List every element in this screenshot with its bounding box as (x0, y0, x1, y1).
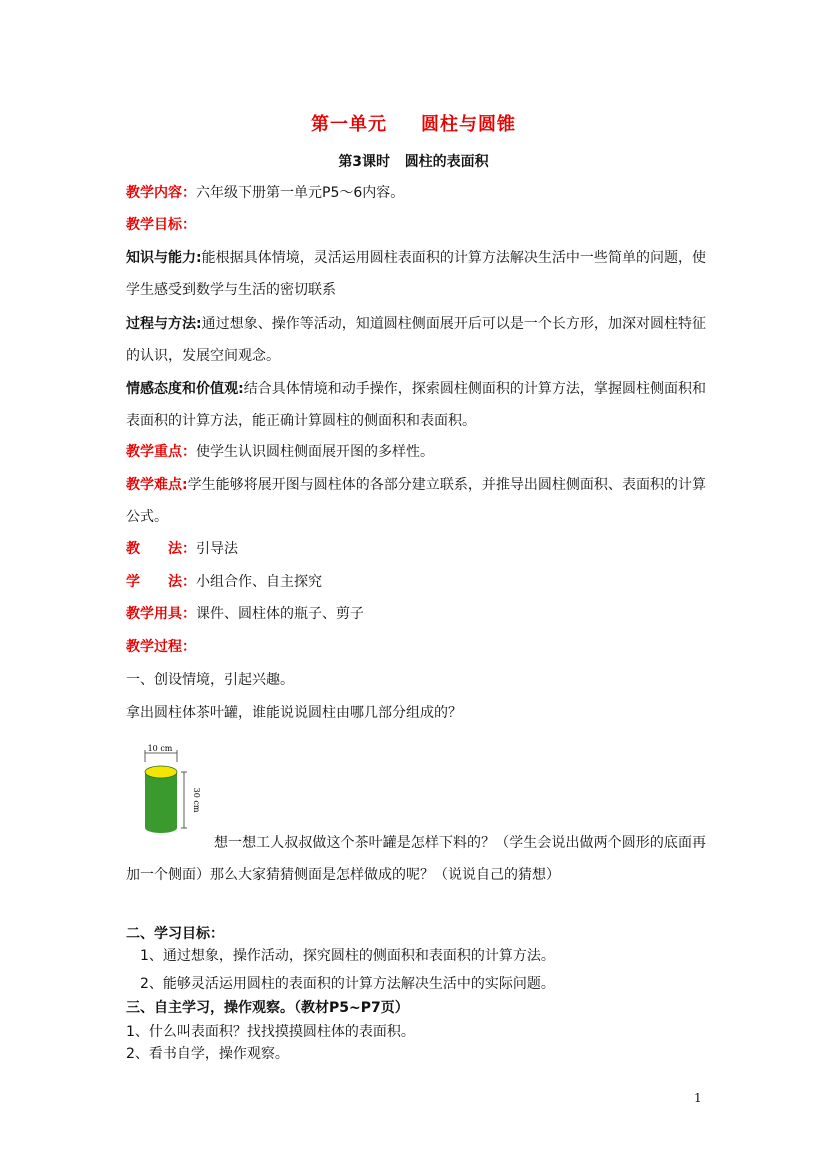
key-point-text: 使学生认识圆柱侧面展开图的多样性。 (196, 444, 434, 460)
diameter-label: 10 cm (147, 744, 173, 753)
learning-method-text: 小组合作、自主探究 (196, 574, 322, 590)
step1-question: 拿出圆柱体茶叶罐，谁能说说圆柱由哪几部分组成的？ (126, 705, 462, 721)
key-point-label: 教学重点： (126, 444, 196, 460)
tools-line (126, 604, 364, 624)
height-label: 30 cm (192, 787, 201, 813)
knowledge-paragraph (126, 242, 706, 306)
content-label: 教学内容： (126, 185, 196, 201)
knowledge-label: 知识与能力: (126, 250, 202, 266)
goal-2: 2、能够灵活运用圆柱的表面积的计算方法解决生活中的实际问题。 (140, 976, 555, 992)
process-text: 通过想象、操作等活动，知道圆柱侧面展开后可以是一个长方形，加深对圆柱特征的认识，发展空间观念。 (126, 316, 706, 364)
lesson-number: 第3课时 (338, 154, 391, 170)
section2-heading: 二、学习目标： (126, 926, 224, 942)
step1-heading: 一、创设情境，引起兴趣。 (126, 672, 294, 688)
goal-1: 1、通过想象，操作活动，探究圆柱的侧面积和表面积的计算方法。 (140, 948, 555, 964)
knowledge-text: 能根据具体情境，灵活运用圆柱表面积的计算方法解决生活中一些简单的问题，使学生感受到数学与生活的密切联系 (126, 250, 706, 298)
process-paragraph (126, 308, 706, 372)
procedure-label: 教学过程： (126, 639, 196, 655)
content-line (126, 183, 404, 203)
can-top (145, 766, 177, 778)
question-1: 1、什么叫表面积？找找摸摸圆柱体的表面积。 (126, 1024, 415, 1040)
think-paragraph: 想一想工人叔叔做这个茶叶罐是怎样下料的？（学生会说出做两个圆形的底面再加一个侧面）那么大家猜猜侧面是怎样做成的呢？（说说自己的猜想） (126, 835, 706, 883)
difficulty-label: 教学难点: (126, 477, 188, 493)
page-title (0, 110, 827, 136)
section3-heading: 三、自主学习，操作观察。（教材P5~P7页） (126, 1000, 409, 1016)
emotion-text: 结合具体情境和动手操作，探索圆柱侧面积的计算方法，掌握圆柱侧面积和表面积的计算方法，能正确计算圆柱的侧面积和表面积。 (126, 381, 706, 429)
difficulty-text: 学生能够将展开图与圆柱体的各部分建立联系，并推导出圆柱侧面积、表面积的计算公式。 (126, 477, 706, 525)
unit-label: 第一单元 (311, 114, 387, 135)
tools-label: 教学用具： (126, 606, 196, 622)
lesson-topic: 圆柱的表面积 (404, 154, 489, 170)
learning-method-line (126, 572, 322, 592)
content-text: 六年级下册第一单元P5～6内容。 (196, 185, 405, 201)
unit-topic: 圆柱与圆锥 (421, 114, 516, 135)
difficulty-paragraph (126, 469, 706, 533)
goals-label: 教学目标： (126, 217, 196, 233)
question-2: 2、看书自学，操作观察。 (126, 1046, 289, 1062)
key-point-line (126, 442, 434, 462)
teaching-method-label: 教 法： (126, 541, 196, 557)
tea-can-figure (137, 742, 211, 838)
tools-text: 课件、圆柱体的瓶子、剪子 (196, 606, 364, 622)
page-number: 1 (694, 1091, 702, 1105)
teaching-method-line (126, 539, 238, 559)
lesson-subtitle (0, 151, 827, 171)
emotion-paragraph (126, 373, 706, 437)
process-label: 过程与方法: (126, 316, 202, 332)
emotion-label: 情感态度和价值观: (126, 381, 244, 397)
can-body (145, 772, 177, 828)
learning-method-label: 学 法： (126, 574, 196, 590)
teaching-method-text: 引导法 (196, 541, 238, 557)
